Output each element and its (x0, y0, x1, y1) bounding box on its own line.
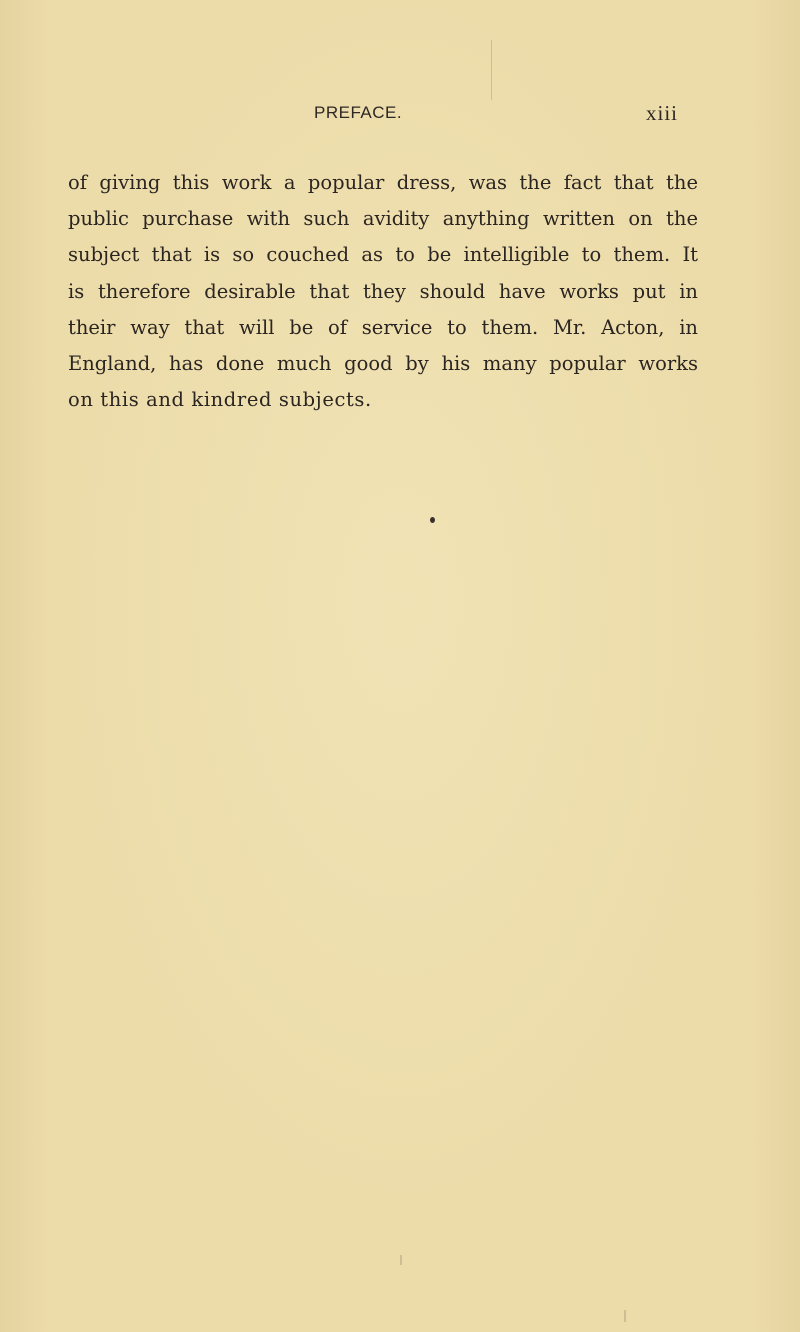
paper-blemish (400, 1255, 402, 1265)
running-head (300, 103, 680, 129)
text-line: on this and kindred subjects. (68, 388, 372, 412)
running-title: PREFACE. (314, 103, 403, 122)
text-line: of giving this work a popular dress, was the fact that the (68, 171, 698, 194)
text-line: their way that will be of service to them. Mr. Acton, in (68, 315, 698, 339)
text-line: is therefore desirable that they should have works put in (68, 279, 698, 303)
text-line: England, has done much good by his many popular works (68, 352, 698, 376)
paper-blemish (624, 1310, 626, 1322)
text-line: subject that is so couched as to be intelligible to them. It (68, 243, 698, 267)
text-line: public purchase with such avidity anything written on the (68, 207, 698, 231)
paper-crease (491, 40, 492, 100)
body-paragraph (68, 165, 698, 418)
ink-speck (430, 517, 435, 523)
page-number: xiii (645, 101, 678, 125)
